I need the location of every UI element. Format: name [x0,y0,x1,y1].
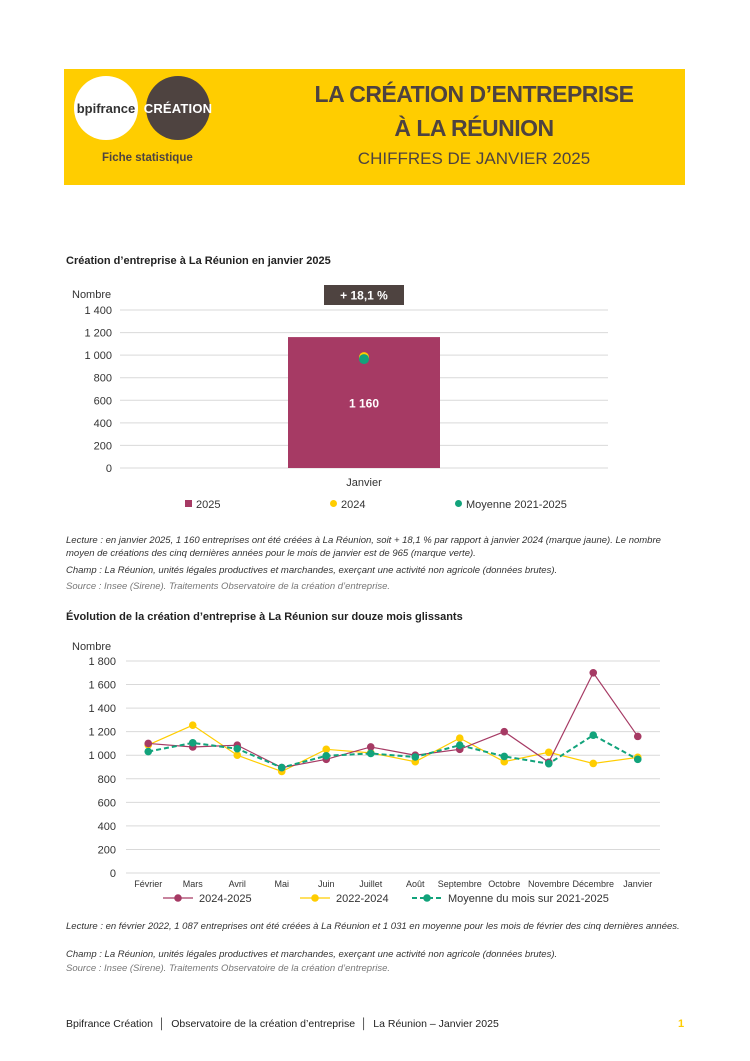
x-tick-label: Janvier [623,879,653,889]
series-point-0 [144,740,152,748]
chart2-source-note: Source : Insee (Sirene). Traitements Observatoire de la création d’entreprise. [66,963,391,974]
y-tick-label: 1 200 [84,327,112,340]
chart1-lecture-note: Lecture : en janvier 2025, 1 160 entreprises ont été créées à La Réunion, soit + 18,1 % par rapport à janvier 2024 (marque jaune). Le nombre moyen de créations des cinq dernières années pour le mois de janvier est de 965 (marque verte). [66,535,661,559]
legend-swatch [455,500,462,507]
chart1-champ-note: Champ : La Réunion, unités légales productives et marchandes, exerçant une activité non agricole (données brutes). [66,565,558,576]
series-point-2 [189,739,197,747]
series-point-2 [367,750,375,758]
legend-label: Moyenne 2021-2025 [466,499,567,511]
series-point-0 [589,669,597,677]
y-tick-label: 1 400 [84,305,112,317]
series-point-2 [233,745,241,753]
series-point-2 [322,752,330,760]
series-point-2 [589,731,597,739]
series-point-2 [634,756,642,764]
bar-data-label: 1 160 [348,396,380,411]
y-tick-label: 200 [93,440,112,453]
annotation-text: + 18,1 % [340,288,388,303]
fiche-label: Fiche statistique [102,152,193,164]
chart2-lecture-note: Lecture : en février 2022, 1 087 entreprises ont été créées à La Réunion et 1 031 en moyenne pour les mois de février des cinq dernières années. [66,921,680,932]
page-footer: Bpifrance Création │ Observatoire de la création d’entreprise │ La Réunion – Janvier 2025 [66,1018,499,1030]
series-point-1 [456,734,464,742]
y-tick-label: 200 [97,844,116,857]
x-tick-label: Mars [182,879,203,889]
series-point-2 [456,741,464,749]
x-tick-label: Mai [274,879,290,889]
y-tick-label: 1 600 [88,679,116,692]
series-point-1 [189,721,197,729]
series-point-1 [545,748,553,756]
y-tick-label: 400 [97,820,116,833]
series-line-0 [148,673,638,768]
series-point-0 [367,743,375,751]
page-subtitle: CHIFFRES DE JANVIER 2025 [357,149,591,168]
y-tick-label: 800 [93,372,112,385]
chart1-title: Création d’entreprise à La Réunion en janvier 2025 [66,255,331,267]
series-point-2 [278,764,286,772]
y-tick-label: 1 000 [88,750,116,763]
series-point-2 [144,748,152,756]
y-tick-label: 800 [97,773,116,786]
series-point-1 [322,746,330,754]
y-tick-label: 600 [93,395,112,408]
legend-label: 2024-2025 [199,893,252,905]
series-point-0 [500,728,508,736]
chart1-bar-chart [60,280,620,520]
chart2-line-chart [60,636,675,914]
x-tick-label: Novembre [527,879,570,889]
header-banner [64,69,685,185]
x-tick-label: Avril [228,879,246,889]
chart2-title: Évolution de la création d’entreprise à La Réunion sur douze mois glissants [66,611,463,623]
y-tick-label: 1 800 [88,656,116,668]
legend-swatch [185,500,192,507]
legend-label: 2025 [196,499,221,511]
y-tick-label: 400 [93,417,112,430]
series-point-0 [634,733,642,741]
y-axis-title: Nombre [72,289,112,301]
legend-swatch [330,500,337,507]
y-tick-label: 0 [105,463,112,475]
y-tick-label: 1 400 [88,703,116,716]
bpifrance-logo-text: bpifrance [76,100,136,116]
legend-marker [423,894,431,902]
y-axis-title: Nombre [72,641,112,653]
legend-marker [311,894,319,902]
legend-label: 2022-2024 [336,893,389,905]
x-tick-label: Septembre [437,879,482,889]
series-point-2 [411,753,419,761]
legend-label: Moyenne du mois sur 2021-2025 [448,893,609,905]
x-tick-label: Octobre [488,879,521,889]
chart1-source-note: Source : Insee (Sirene). Traitements Observatoire de la création d’entreprise. [66,581,391,592]
y-tick-label: 0 [109,868,116,880]
bpifrance-logo [74,76,138,140]
chart2-champ-note: Champ : La Réunion, unités légales productives et marchandes, exerçant une activité non agricole (données brutes). [66,949,558,960]
creation-logo [143,76,213,140]
x-tick-label: Août [405,879,425,889]
legend-label: 2024 [341,499,366,511]
page-title-line2: À LA RÉUNION [394,115,554,141]
page-number: 1 [678,1018,685,1030]
x-tick-label: Décembre [572,879,615,889]
y-tick-label: 1 000 [84,350,112,363]
legend-marker [174,894,182,902]
x-tick-label: Février [134,879,163,889]
x-tick-label: Juin [317,879,335,889]
x-tick-label: Juillet [359,879,383,889]
series-point-2 [545,760,553,768]
series-point-1 [233,751,241,759]
x-tick-label: Janvier [346,477,382,489]
series-point-2 [500,753,508,761]
y-tick-label: 1 200 [88,726,116,739]
page-title-line1: LA CRÉATION D’ENTREPRISE [314,81,634,107]
marker-average [359,354,369,364]
y-tick-label: 600 [97,797,116,810]
series-point-1 [589,760,597,768]
creation-logo-text: CRÉATION [143,100,213,116]
